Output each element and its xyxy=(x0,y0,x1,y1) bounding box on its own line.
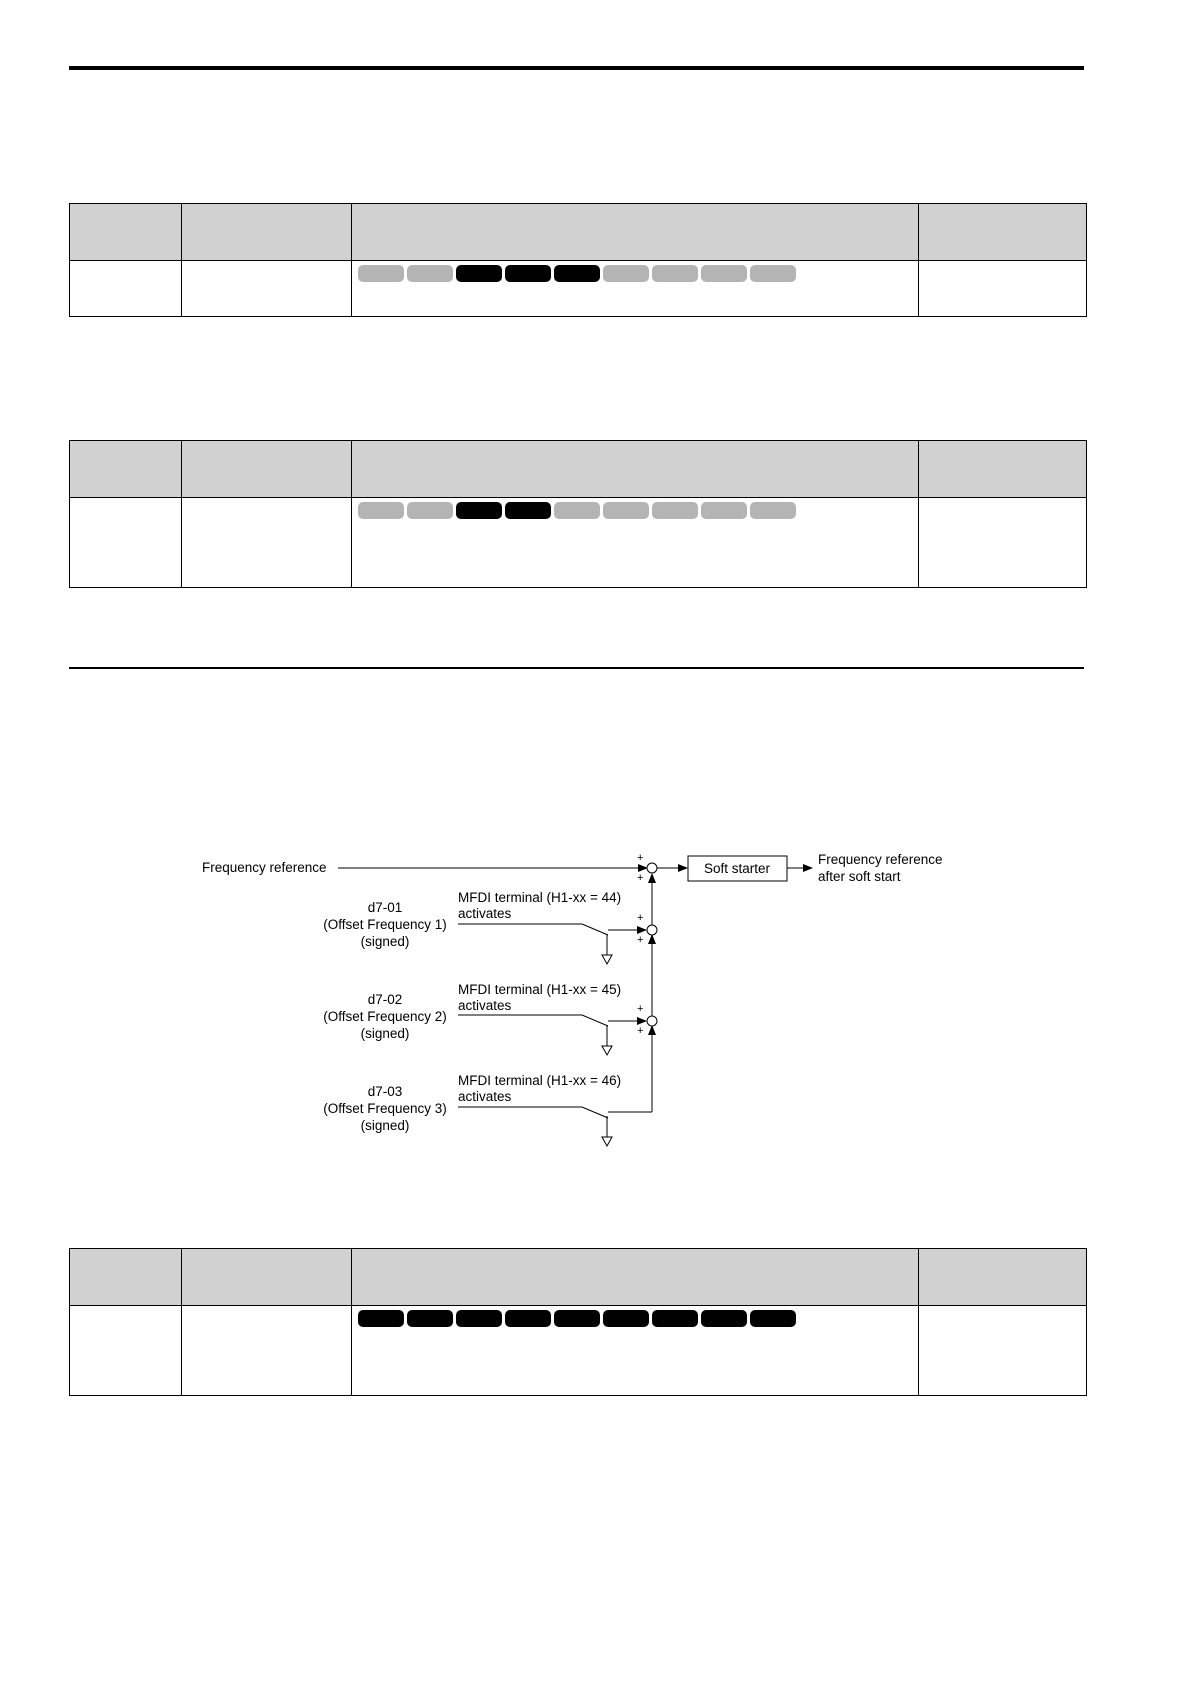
control-mode-badge-enabled xyxy=(554,265,600,282)
control-mode-badge-disabled xyxy=(750,502,796,519)
control-mode-badge-disabled xyxy=(750,265,796,282)
control-mode-badge-disabled xyxy=(554,502,600,519)
table-cell xyxy=(352,498,919,588)
header-cell xyxy=(919,1249,1087,1306)
header-cell xyxy=(182,441,352,498)
control-mode-badge-enabled xyxy=(456,502,502,519)
table-cell xyxy=(919,261,1087,317)
control-mode-badges xyxy=(352,498,918,519)
table-header-row xyxy=(70,441,1087,498)
offset-param: d7-03 xyxy=(367,1084,403,1099)
table-row xyxy=(70,1306,1087,1396)
control-mode-badge-enabled xyxy=(603,1310,649,1327)
table-cell xyxy=(352,261,919,317)
activates-label: activates xyxy=(458,998,512,1013)
table-cell xyxy=(919,498,1087,588)
summing-junction-3 xyxy=(647,1016,657,1026)
plus-sign: + xyxy=(637,912,644,924)
header-cell xyxy=(70,204,182,261)
control-mode-badge-enabled xyxy=(554,1310,600,1327)
table-row xyxy=(70,498,1087,588)
header-cell xyxy=(70,441,182,498)
header-cell xyxy=(919,441,1087,498)
table-cell xyxy=(919,1306,1087,1396)
control-mode-badge-enabled xyxy=(456,1310,502,1327)
activates-label: activates xyxy=(458,1089,512,1104)
ground-icon xyxy=(602,1137,612,1146)
terminal-label: MFDI terminal (H1-xx = 45) xyxy=(458,982,622,997)
header-cell xyxy=(352,1249,919,1306)
plus-sign: + xyxy=(637,1003,644,1015)
control-mode-badges xyxy=(352,261,918,282)
output-label-line2: after soft start xyxy=(818,869,901,884)
header-cell xyxy=(352,441,919,498)
parameter-table-1 xyxy=(69,203,1087,317)
table-cell xyxy=(70,498,182,588)
switch-contact xyxy=(582,1015,608,1026)
table-cell xyxy=(182,1306,352,1396)
parameter-table-3 xyxy=(69,1248,1087,1396)
control-mode-badge-disabled xyxy=(358,502,404,519)
summing-junction-1 xyxy=(647,863,657,873)
plus-sign: + xyxy=(637,1025,644,1037)
control-mode-badge-disabled xyxy=(358,265,404,282)
control-mode-badge-disabled xyxy=(701,265,747,282)
section-rule xyxy=(69,667,1084,669)
header-rule xyxy=(69,66,1084,70)
control-mode-badge-disabled xyxy=(603,502,649,519)
control-mode-badge-enabled xyxy=(456,265,502,282)
offset-param: d7-01 xyxy=(367,900,403,915)
control-mode-badge-enabled xyxy=(505,265,551,282)
ground-icon xyxy=(602,955,612,964)
terminal-label: MFDI terminal (H1-xx = 46) xyxy=(458,1073,622,1088)
header-cell xyxy=(182,204,352,261)
output-label-line1: Frequency reference xyxy=(818,852,943,867)
plus-sign: + xyxy=(637,852,644,864)
plus-sign: + xyxy=(637,934,644,946)
offset-name: (Offset Frequency 2) xyxy=(323,1009,447,1024)
header-cell xyxy=(70,1249,182,1306)
control-mode-badge-disabled xyxy=(603,265,649,282)
control-mode-badge-enabled xyxy=(652,1310,698,1327)
table-row xyxy=(70,261,1087,317)
table-header-row xyxy=(70,1249,1087,1306)
offset-name: (Offset Frequency 3) xyxy=(323,1101,447,1116)
table-cell xyxy=(70,1306,182,1396)
control-mode-badge-enabled xyxy=(701,1310,747,1327)
control-mode-badge-disabled xyxy=(652,265,698,282)
header-cell xyxy=(182,1249,352,1306)
header-cell xyxy=(352,204,919,261)
control-mode-badge-disabled xyxy=(652,502,698,519)
offset-signed: (signed) xyxy=(360,1118,410,1133)
table-header-row xyxy=(70,204,1087,261)
soft-starter-label: Soft starter xyxy=(703,861,771,876)
activates-label: activates xyxy=(458,906,512,921)
switch-contact xyxy=(582,1107,608,1118)
offset-param: d7-02 xyxy=(367,992,403,1007)
header-cell xyxy=(919,204,1087,261)
control-mode-badge-enabled xyxy=(407,1310,453,1327)
parameter-table-2 xyxy=(69,440,1087,588)
table-cell xyxy=(182,261,352,317)
offset-signed: (signed) xyxy=(360,934,410,949)
table-cell xyxy=(70,261,182,317)
control-mode-badge-enabled xyxy=(505,1310,551,1327)
control-mode-badge-enabled xyxy=(750,1310,796,1327)
offset-signed: (signed) xyxy=(360,1026,410,1041)
control-mode-badge-disabled xyxy=(407,265,453,282)
offset-name: (Offset Frequency 1) xyxy=(323,917,447,932)
ground-icon xyxy=(602,1046,612,1055)
table-cell xyxy=(182,498,352,588)
terminal-label: MFDI terminal (H1-xx = 44) xyxy=(458,890,622,905)
input-label: Frequency reference xyxy=(202,860,327,875)
table-cell xyxy=(352,1306,919,1396)
control-mode-badge-disabled xyxy=(407,502,453,519)
control-mode-badges xyxy=(352,1306,918,1327)
control-mode-badge-enabled xyxy=(358,1310,404,1327)
summing-junction-2 xyxy=(647,925,657,935)
control-mode-badge-disabled xyxy=(701,502,747,519)
switch-contact xyxy=(582,924,608,935)
offset-frequency-block-diagram xyxy=(190,845,970,1165)
plus-sign: + xyxy=(637,872,644,884)
control-mode-badge-enabled xyxy=(505,502,551,519)
